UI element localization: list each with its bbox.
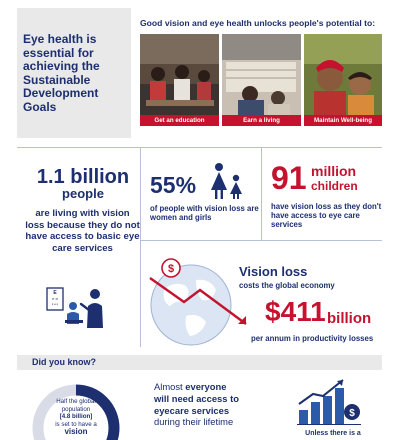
divider-top	[17, 147, 382, 148]
donut-highlight: [4.8 billion]	[59, 413, 93, 420]
svg-text:ᴇ ᴚ ᴇ: ᴇ ᴚ ᴇ	[51, 302, 59, 306]
intro-text: Good vision and eye health unlocks people's potential to:	[140, 18, 376, 28]
svg-text:$: $	[167, 263, 175, 275]
everyone-keyword: everyone	[185, 381, 227, 392]
everyone-text	[154, 381, 274, 428]
woman-girl-icon	[207, 162, 245, 200]
stat-women-description: of people with vision loss are women and girls	[150, 204, 259, 223]
eye-test-icon	[45, 284, 109, 330]
divider-middle	[261, 147, 262, 240]
photo-living	[222, 34, 301, 126]
donut-line4: vision	[64, 427, 88, 436]
vision-loss-subtitle: costs the global economy	[239, 281, 335, 290]
unless-text: Unless there is a	[305, 430, 361, 437]
donut-line2: population	[61, 405, 91, 413]
photo-education	[140, 34, 219, 126]
stat-children-unit-children: children	[311, 179, 358, 193]
vision-loss-title: Vision loss	[239, 264, 308, 279]
stat-children-unit-million: million	[311, 163, 357, 179]
divider-mid	[140, 240, 382, 241]
did-you-know-heading: Did you know?	[32, 357, 96, 367]
photo-wellbeing	[304, 34, 382, 126]
vision-loss-amount: $411	[265, 296, 326, 327]
everyone-rest-3: during their lifetime	[154, 416, 234, 428]
worker-photo-icon	[222, 34, 301, 126]
page-title: Eye health is essential for achieving the Sustainable Development Goals	[23, 32, 100, 114]
stat-children-number: 91	[271, 160, 307, 196]
vision-loss-unit: billion	[327, 310, 372, 327]
family-photo-icon	[304, 34, 382, 126]
growth-chart-icon	[295, 376, 365, 426]
svg-text:ᴇ ᴚ: ᴇ ᴚ	[52, 296, 58, 301]
donut-line3: is set to have a	[55, 420, 97, 428]
everyone-rest-2: eyecare services	[154, 404, 230, 416]
photo-caption-wellbeing: Maintain Well-being	[304, 115, 382, 126]
donut-line1: Half the global	[56, 398, 96, 405]
donut-text	[40, 398, 112, 436]
vision-loss-description: per annum in productivity losses	[251, 334, 374, 343]
everyone-rest-1: will need access to	[154, 392, 239, 404]
svg-text:E: E	[53, 290, 57, 296]
svg-text:$: $	[349, 408, 355, 419]
stat-children-description: have vision loss as they don't have access to eye care services	[271, 202, 382, 230]
stat-people-number: 1.1 billion	[36, 166, 130, 188]
stat-people-description: are living with vision loss because they do not have access to basic eye care services	[25, 208, 140, 254]
divider-left	[140, 147, 141, 347]
stat-people-unit: people	[62, 186, 104, 201]
photo-caption-education: Get an education	[140, 115, 219, 126]
everyone-prefix: Almost	[154, 381, 183, 392]
stat-women-number: 55%	[150, 172, 197, 198]
classroom-photo-icon	[140, 34, 219, 126]
photo-caption-living: Earn a living	[222, 115, 301, 126]
